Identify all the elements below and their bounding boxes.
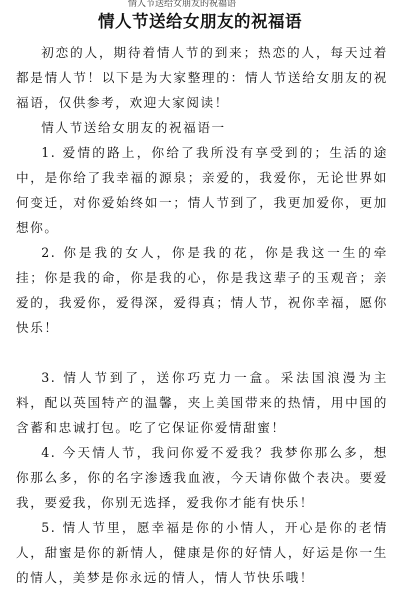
cropped-header-fragment: 情人节送给女朋友的祝福语 <box>128 0 237 9</box>
wish-item-1: 1. 爱情的路上，你给了我所没有享受到的；生活的途中，是你给了我幸福的源泉；亲爱的，我爱你，无论世界如何变迁，对你爱始终如一；情人节到了，我更加爱你，更加想你。 <box>16 145 388 235</box>
paragraph-gap <box>16 340 388 365</box>
document-body <box>16 40 388 590</box>
intro-paragraph: 初恋的人，期待着情人节的到来；热恋的人，每天过着都是情人节！以下是为大家整理的：情人节送给女朋友的祝福语，仅供参考，欢迎大家阅读！ <box>16 45 388 110</box>
wish-item-3: 3. 情人节到了，送你巧克力一盒。采法国浪漫为主料，配以英国特产的温馨，夹上美国带来的热情，用中国的含蓄和忠诚打包。吃了它保证你爱情甜蜜！ <box>16 370 388 435</box>
wish-item-2: 2. 你是我的女人，你是我的花，你是我这一生的牵挂；你是我的命，你是我的心，你是我这辈子的玉观音；亲爱的，我爱你，爱得深，爱得真；情人节，祝你幸福，愿你快乐！ <box>16 245 388 335</box>
wish-item-4: 4. 今天情人节，我问你爱不爱我？我梦你那么多，想你那么多，你的名字渗透我血液，今天请你做个表决。要爱我，要爱我，你别无选择，爱我你才能有快乐！ <box>16 445 388 510</box>
wish-item-5: 5. 情人节里，愿幸福是你的小情人，开心是你的老情人，甜蜜是你的新情人，健康是你的好情人，好运是你一生的情人，美梦是你永远的情人，情人节快乐哦！ <box>16 520 388 585</box>
section-heading: 情人节送给女朋友的祝福语一 <box>41 120 226 135</box>
document-title: 情人节送给女朋友的祝福语 <box>98 12 302 31</box>
